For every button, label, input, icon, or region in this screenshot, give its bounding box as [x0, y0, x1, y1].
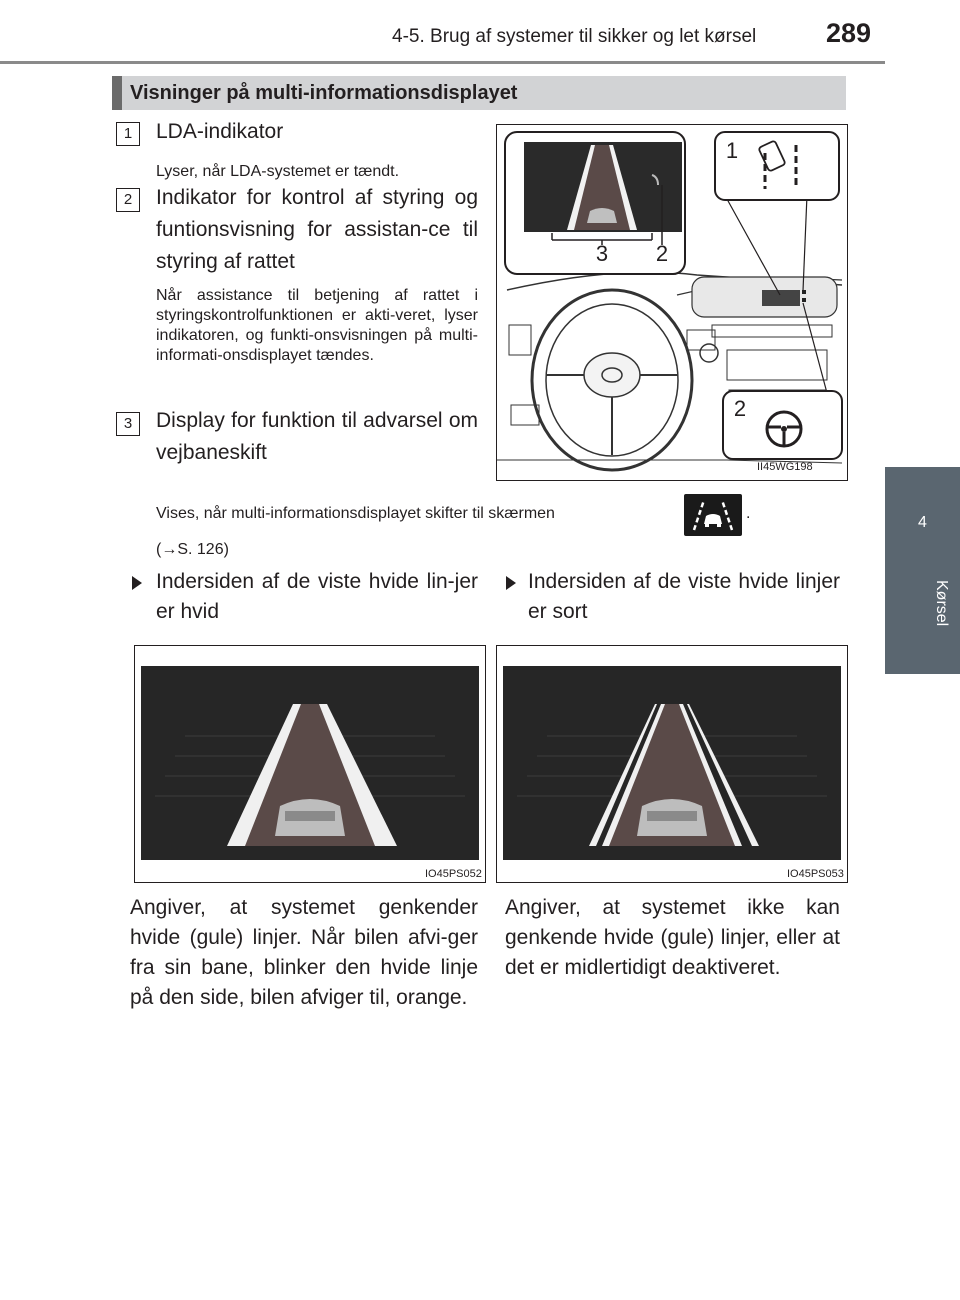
chapter-tab-number: 4 — [918, 514, 927, 531]
item-3-page-ref: (→S. 126) — [156, 541, 229, 558]
column-2-heading: Indersiden af de viste hvide linjer er sort — [528, 570, 840, 623]
item-1-body: Lyser, når LDA-systemet er tændt. — [156, 163, 400, 180]
dashboard-figure-code: II45WG198 — [757, 461, 813, 473]
column-1-description: Angiver, at systemet genkender hvide (gule) linjer. Når bilen afvi-ger fra sin bane, blinker den hvide linje på den side, bilen afviger til, orange. — [130, 896, 478, 1009]
bullet-triangle-icon — [506, 576, 516, 590]
column-1-heading: Indersiden af de viste hvide lin-jer er hvid — [156, 570, 478, 623]
page-number: 289 — [826, 18, 872, 48]
section-title: Visninger på multi-informationsdisplayet — [130, 82, 518, 104]
lane-display-black-figure — [496, 645, 848, 883]
callout-2-bottom: 2 — [733, 396, 747, 421]
column-2-description: Angiver, at systemet ikke kan genkende hvide (gule) linjer, eller at det er midlertidigt deaktiveret. — [505, 896, 840, 979]
lane-display-black — [497, 646, 847, 882]
item-3-body-text: Vises, når multi-informationsdisplayet skifter til skærmen — [156, 505, 555, 522]
lane-display-white — [135, 646, 485, 882]
callout-1: 1 — [725, 138, 739, 163]
header-rule — [0, 61, 885, 64]
figure-code-white: IO45PS052 — [425, 868, 482, 880]
item-number-2: 2 — [116, 188, 140, 212]
lane-departure-screen-icon — [684, 494, 742, 536]
callout-3: 3 — [595, 241, 609, 266]
item-number-1: 1 — [116, 122, 140, 146]
chapter-tab-label: Kørsel — [933, 580, 950, 627]
item-3-body-end: . — [746, 505, 751, 522]
dashboard-figure — [496, 124, 848, 481]
callout-2-top: 2 — [655, 241, 669, 266]
item-2-body: Når assistance til betjening af rattet i styringskontrolfunktionen er akti-veret, lyser indikatoren, og funkti-onsvisningen på multi-informati-onsdisplayet tændes. — [156, 287, 478, 364]
item-3-heading: Display for funktion til advarsel om vejbaneskift — [156, 409, 478, 464]
item-number-3: 3 — [116, 412, 140, 436]
item-2-heading: Indikator for kontrol af styring og funtionsvisning for assistan-ce til styring af rattet — [156, 186, 478, 273]
dashboard-illustration — [497, 125, 847, 480]
item-3-body-line — [156, 504, 696, 524]
page-header-title: 4-5. Brug af systemer til sikker og let kørsel — [392, 26, 757, 47]
figure-code-black: IO45PS053 — [787, 868, 844, 880]
bullet-triangle-icon — [132, 576, 142, 590]
item-1-heading: LDA-indikator — [156, 120, 284, 143]
lane-display-white-figure — [134, 645, 486, 883]
